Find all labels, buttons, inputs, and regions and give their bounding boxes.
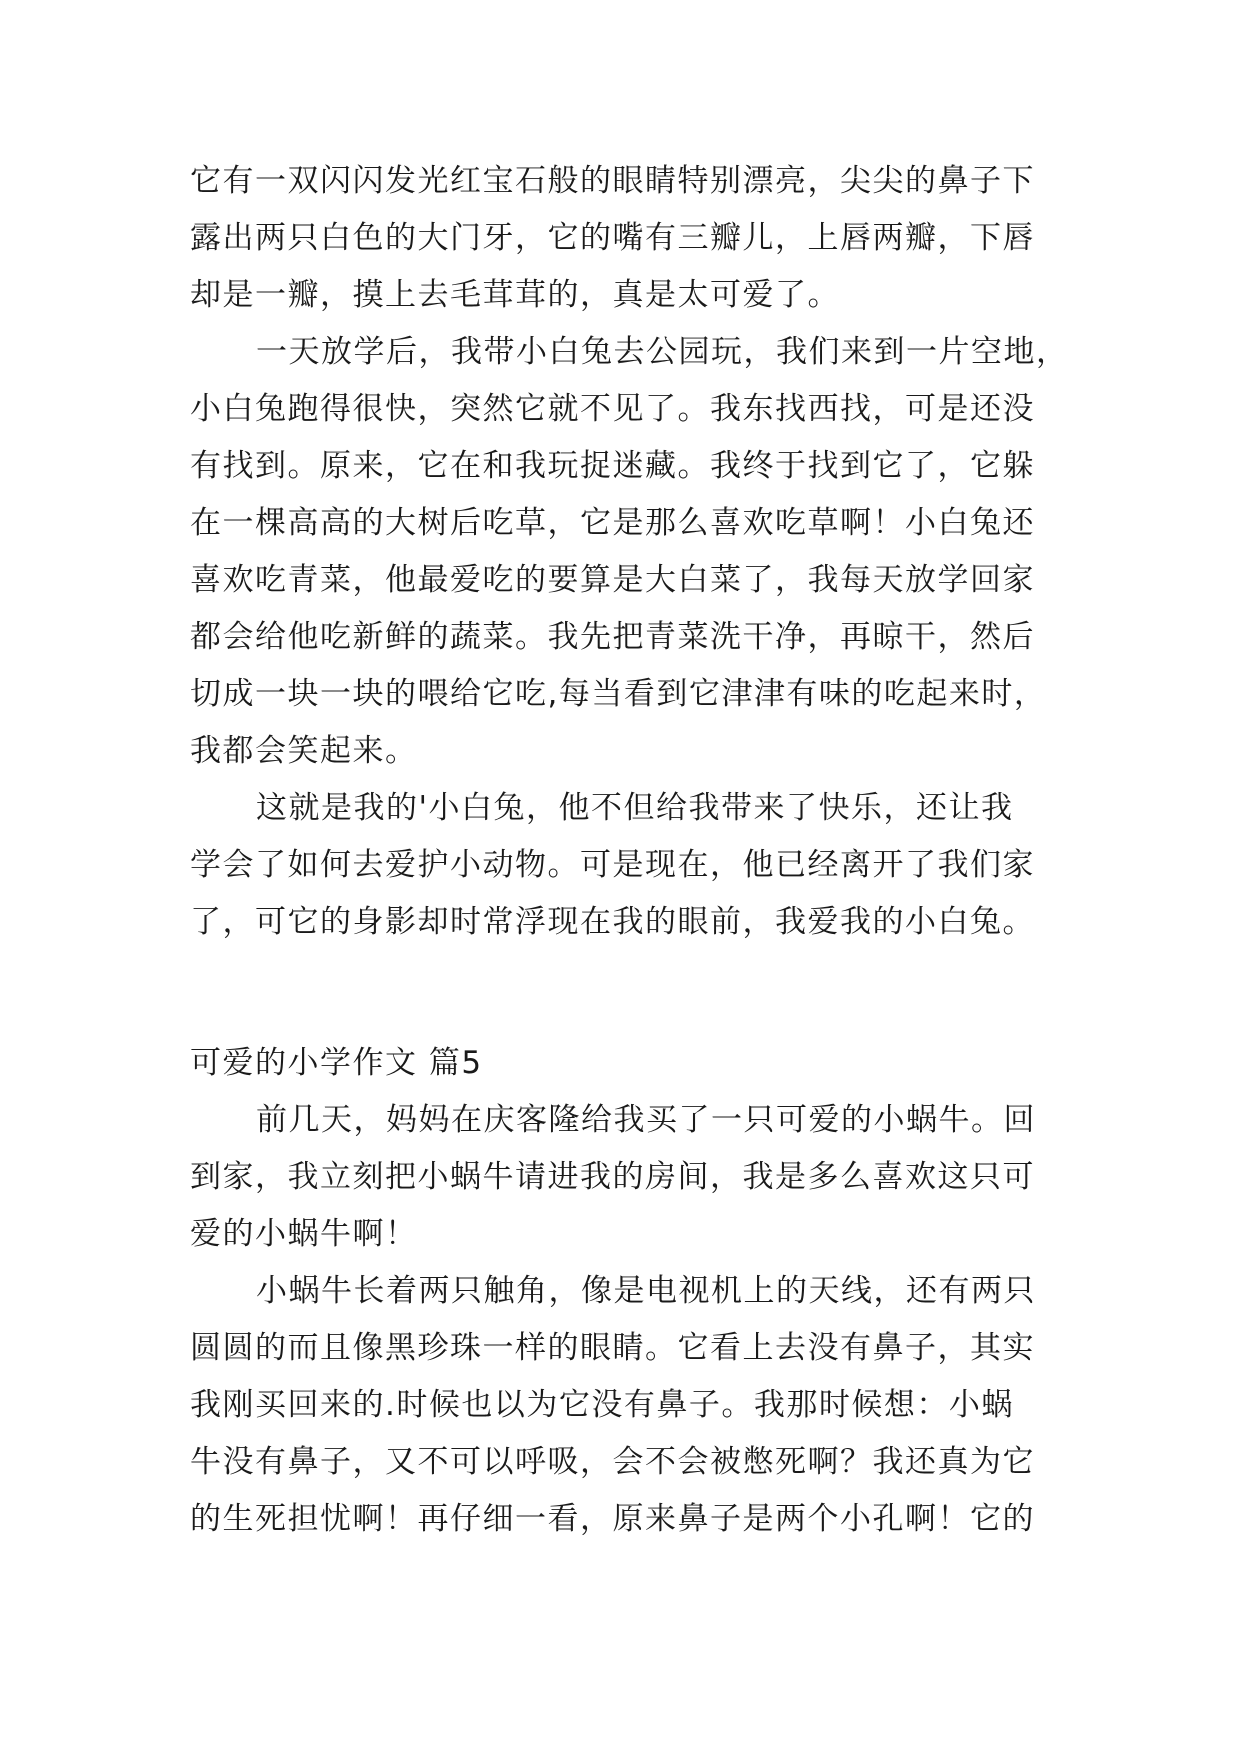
paragraph-line: 到家，我立刻把小蜗牛请进我的房间，我是多么喜欢这只可 (190, 1159, 1035, 1195)
section-heading: 可爱的小学作文 篇5 (190, 1045, 483, 1081)
paragraph-line: 小白兔跑得很快，突然它就不见了。我东找西找，可是还没 (190, 391, 1035, 427)
paragraph-line: 切成一块一块的喂给它吃,每当看到它津津有味的吃起来时， (190, 676, 1047, 712)
paragraph-line: 我刚买回来的.时候也以为它没有鼻子。我那时候想：小蜗 (190, 1387, 1014, 1423)
paragraph-line: 都会给他吃新鲜的蔬菜。我先把青菜洗干净，再晾干，然后 (190, 619, 1035, 655)
paragraph-line: 有找到。原来，它在和我玩捉迷藏。我终于找到它了，它躲 (190, 448, 1035, 484)
paragraph-line: 学会了如何去爱护小动物。可是现在，他已经离开了我们家 (190, 847, 1035, 883)
paragraph-line: 它有一双闪闪发光红宝石般的眼睛特别漂亮，尖尖的鼻子下 (190, 163, 1035, 199)
paragraph-line: 爱的小蜗牛啊！ (190, 1216, 418, 1252)
paragraph-line: 喜欢吃青菜，他最爱吃的要算是大白菜了，我每天放学回家 (190, 562, 1035, 598)
paragraph-line: 的生死担忧啊！再仔细一看，原来鼻子是两个小孔啊！它的 (190, 1501, 1035, 1537)
paragraph-line: 圆圆的而且像黑珍珠一样的眼睛。它看上去没有鼻子，其实 (190, 1330, 1035, 1366)
paragraph-line: 这就是我的'小白兔，他不但给我带来了快乐，还让我 (256, 790, 1014, 826)
paragraph-line: 露出两只白色的大门牙，它的嘴有三瓣儿，上唇两瓣，下唇 (190, 220, 1035, 256)
essay-section-snail (190, 1035, 1060, 1548)
paragraph-line: 我都会笑起来。 (190, 733, 418, 769)
paragraph-line: 牛没有鼻子，又不可以呼吸，会不会被憋死啊？我还真为它 (190, 1444, 1035, 1480)
paragraph-line: 在一棵高高的大树后吃草，它是那么喜欢吃草啊！小白兔还 (190, 505, 1035, 541)
paragraph-line: 了，可它的身影却时常浮现在我的眼前，我爱我的小白兔。 (190, 904, 1035, 940)
paragraph-line: 小蜗牛长着两只触角，像是电视机上的天线，还有两只 (256, 1273, 1036, 1309)
essay-section-rabbit (190, 153, 1069, 951)
paragraph-line: 一天放学后，我带小白兔去公园玩，我们来到一片空地， (256, 334, 1069, 370)
paragraph-line: 前几天，妈妈在庆客隆给我买了一只可爱的小蜗牛。回 (256, 1102, 1036, 1138)
paragraph-line: 却是一瓣，摸上去毛茸茸的，真是太可爱了。 (190, 277, 840, 313)
